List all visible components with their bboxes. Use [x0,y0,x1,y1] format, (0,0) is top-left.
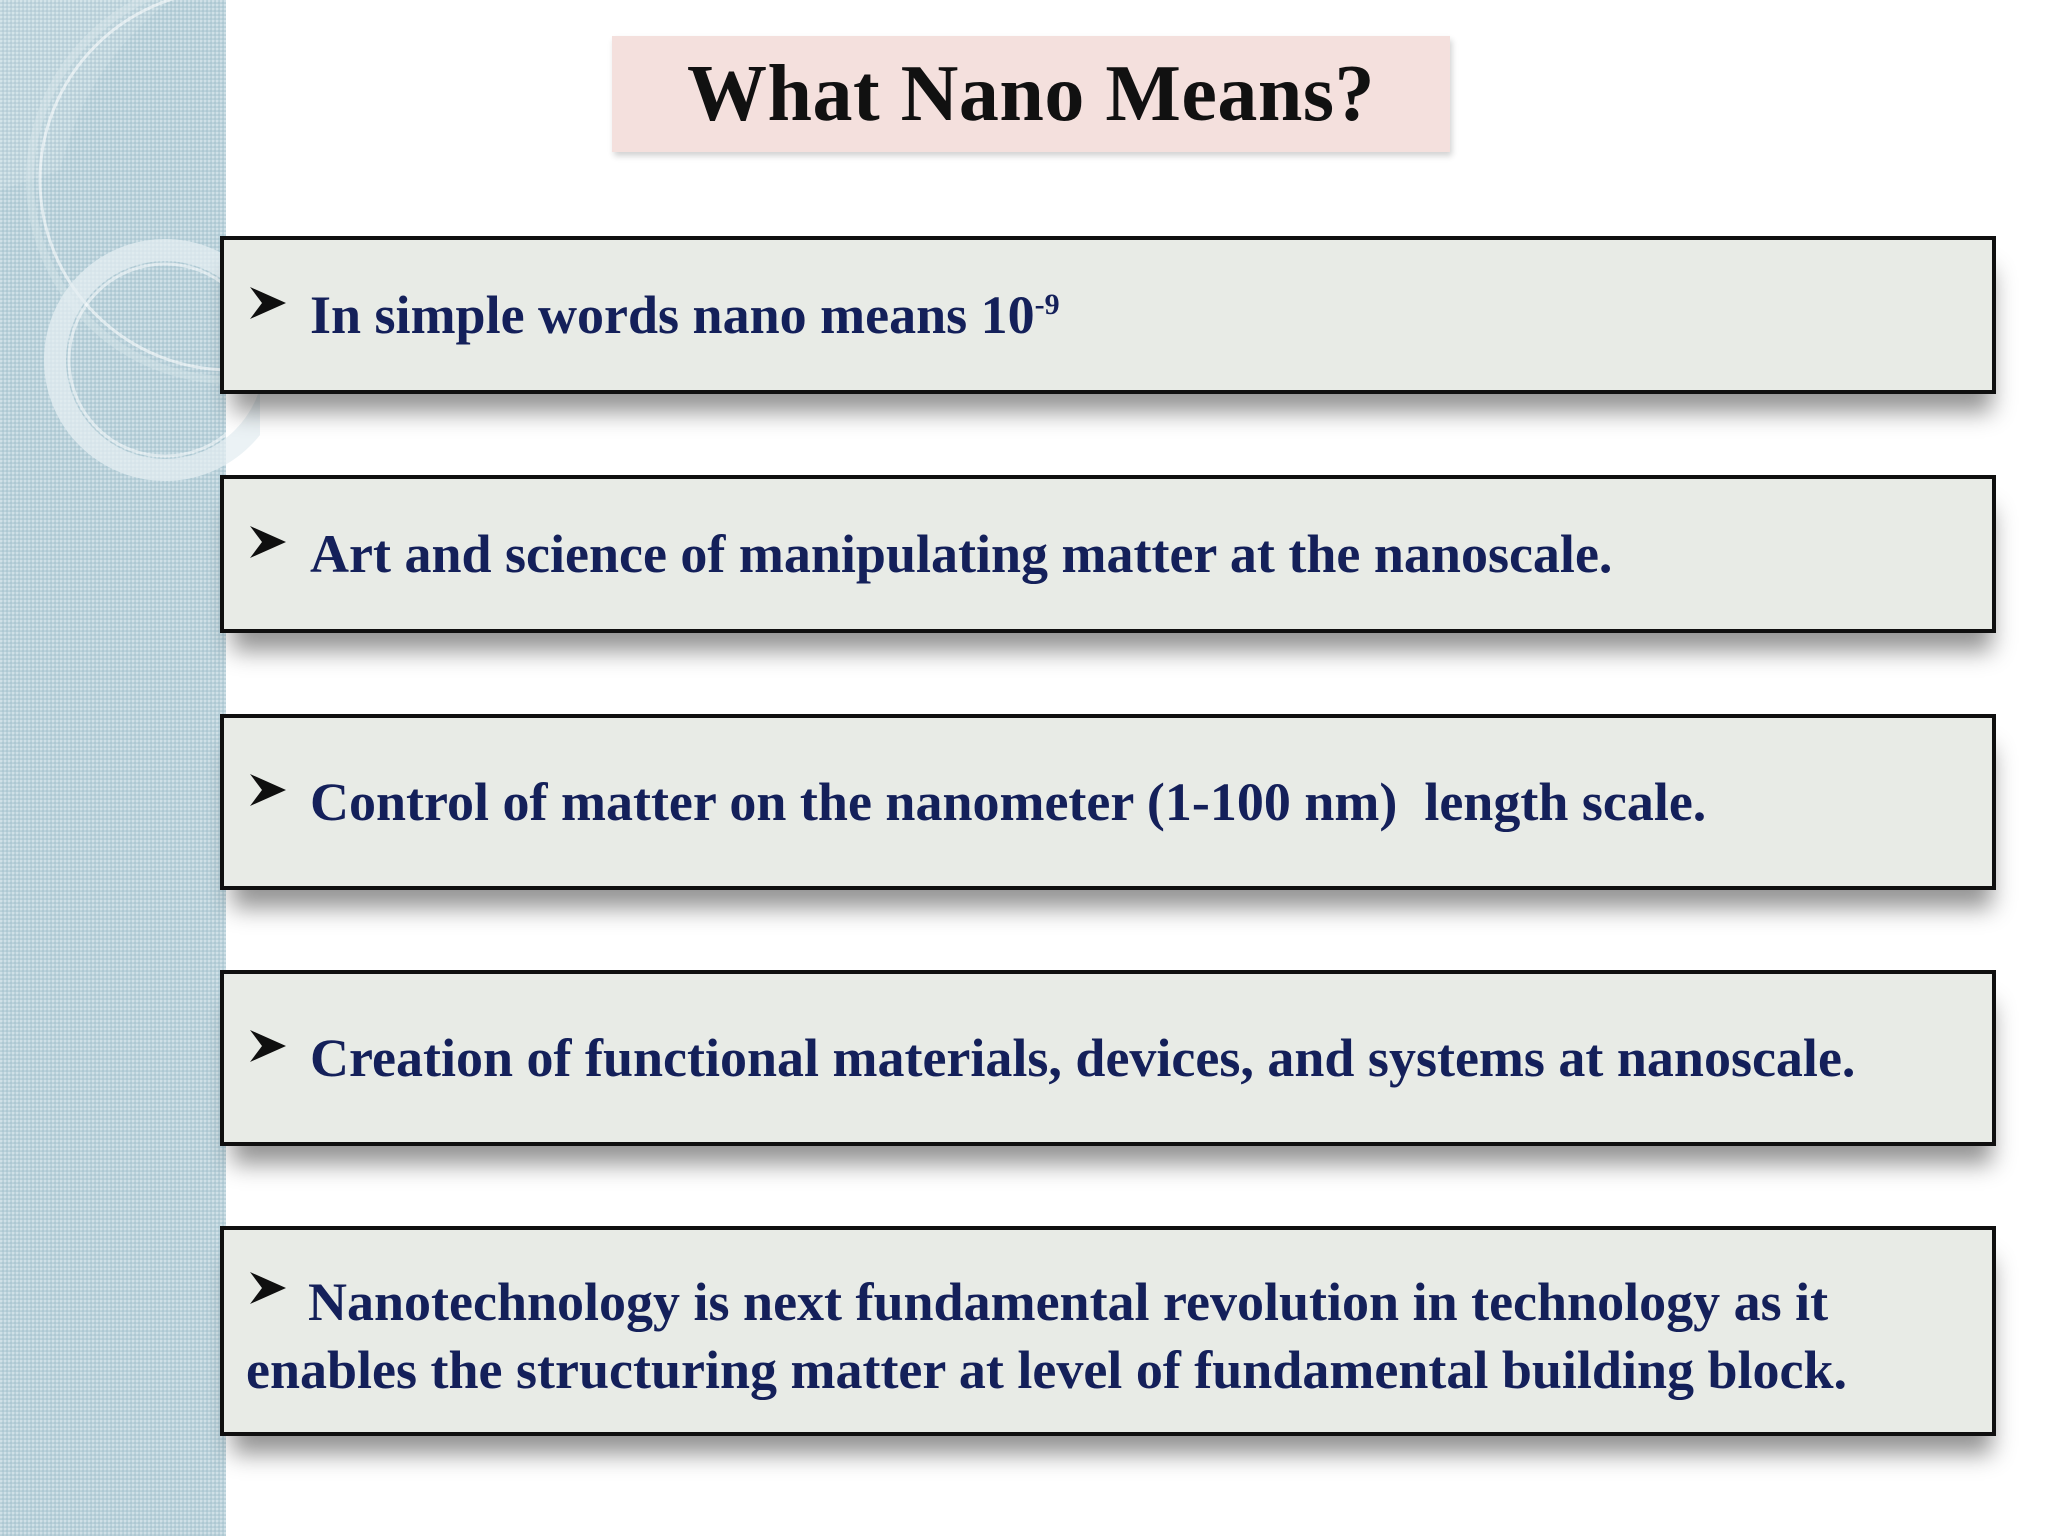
point-1-exponent: -9 [1034,288,1060,321]
point-box-4 [220,970,1996,1146]
arrowhead-bullet-icon [248,1026,310,1066]
point-box-1 [220,236,1996,394]
title-box [612,36,1450,152]
point-text-1: In simple words nano means $10^{-9}$ [310,285,1060,345]
arrowhead-bullet-icon [248,283,310,323]
point-5-line-1 [246,1268,1968,1336]
point-box-3 [220,714,1996,890]
point-text-3: Control of matter on the nanometer (1-100 nm) length scale. [310,772,1707,832]
point-box-5 [220,1226,1996,1436]
point-text-4: Creation of functional materials, devices, and systems at nanoscale. [310,1028,1856,1088]
arrowhead-bullet-icon [248,770,310,810]
arrowhead-bullet-icon [248,522,310,562]
point-text-2: Art and science of manipulating matter at the nanoscale. [310,524,1613,584]
point-box-2 [220,475,1996,633]
point-text-5b: enables the structuring matter at level of fundamental building block. [246,1340,1848,1400]
arrowhead-bullet-icon [248,1268,308,1308]
slide-title: What Nano Means? [686,49,1376,138]
point-text-5a: Nanotechnology is next fundamental revolution in technology as it [308,1272,1829,1332]
